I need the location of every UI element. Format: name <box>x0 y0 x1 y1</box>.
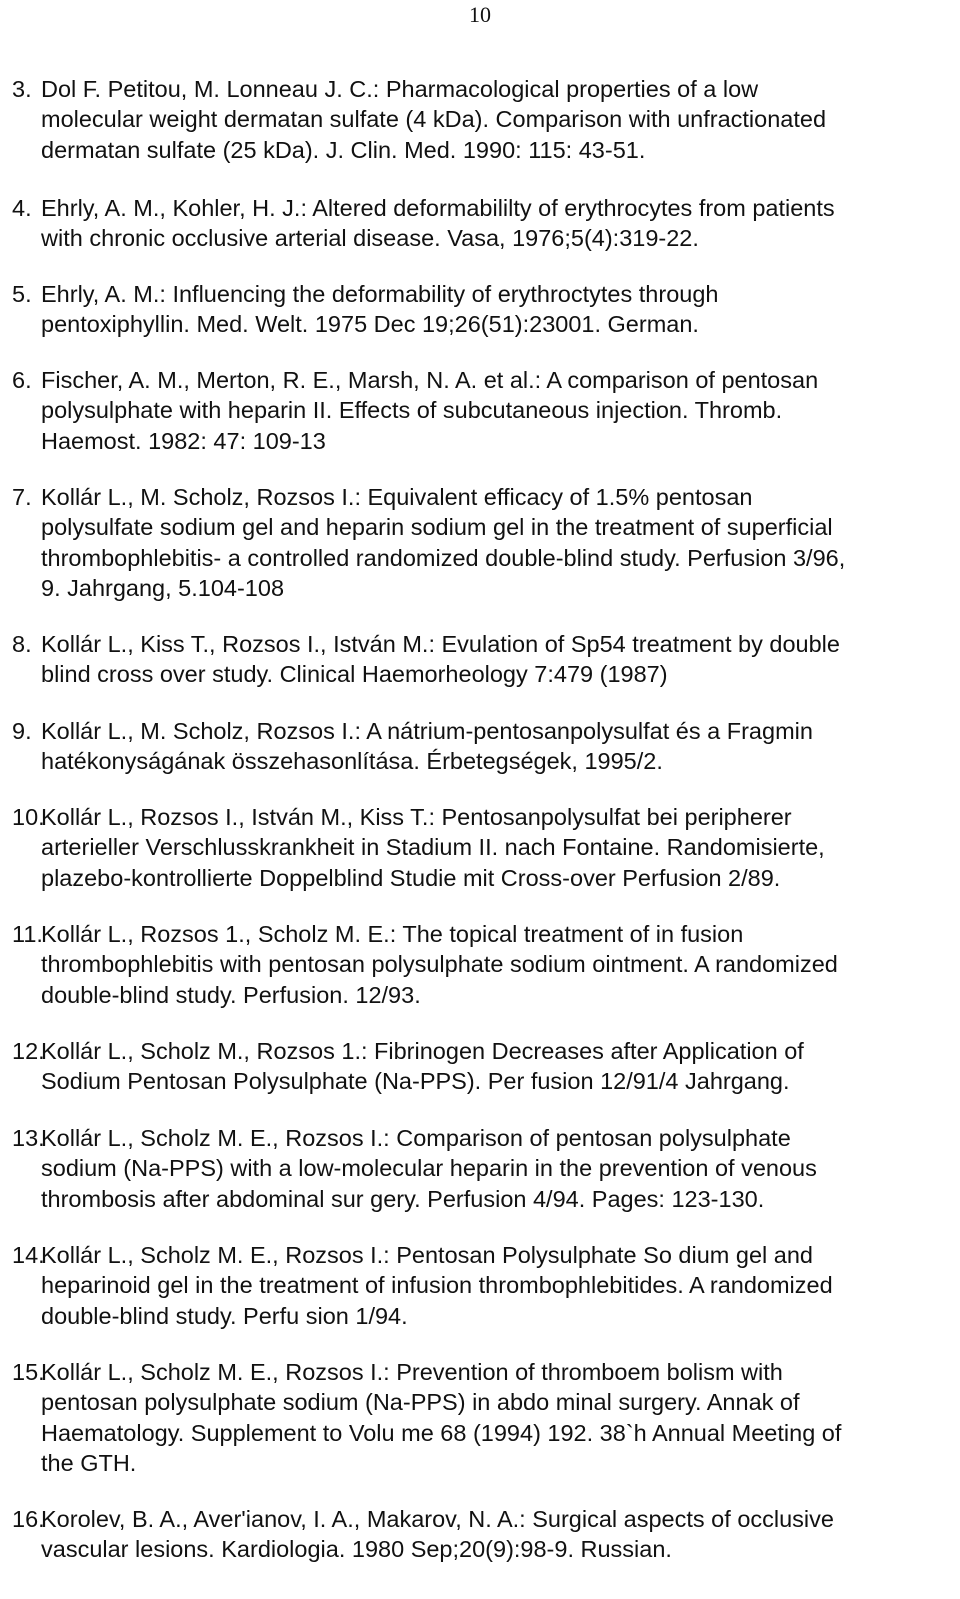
reference-line: molecular weight dermatan sulfate (4 kDa). Comparison with unfractionated <box>41 106 827 133</box>
reference-line: Kollár L., Scholz M., Rozsos 1.: Fibrinogen Decreases after Application of <box>41 1038 804 1064</box>
reference-line: sodium (Na-PPS) with a low-molecular heparin in the prevention of venous <box>41 1155 817 1182</box>
reference-number: 16. <box>12 1506 45 1532</box>
reference-9 <box>12 716 947 777</box>
reference-line: Kollár L., Kiss T., Rozsos I., István M.: Evulation of Sp54 treatment by double <box>41 631 840 657</box>
reference-line: double-blind study. Perfusion. 12/93. <box>41 981 421 1008</box>
reference-line: the GTH. <box>41 1450 137 1477</box>
reference-line: Kollár L., M. Scholz, Rozsos I.: Equivalent efficacy of 1.5% pentosan <box>41 484 753 510</box>
reference-number: 6. <box>12 367 32 393</box>
reference-line: double-blind study. Perfu sion 1/94. <box>41 1302 408 1329</box>
reference-line: 9. Jahrgang, 5.104-108 <box>41 575 285 602</box>
reference-13 <box>12 1123 947 1214</box>
reference-16 <box>12 1504 947 1565</box>
reference-5 <box>12 279 947 340</box>
reference-number: 4. <box>12 195 32 221</box>
reference-number: 15. <box>12 1359 45 1385</box>
page-number: 10 <box>469 2 491 27</box>
reference-line: thrombophlebitis with pentosan polysulphate sodium ointment. A randomized <box>41 951 838 978</box>
reference-number: 8. <box>12 631 32 657</box>
reference-11 <box>12 919 947 1010</box>
reference-number: 7. <box>12 484 32 510</box>
reference-line: thrombosis after abdominal sur gery. Perfusion 4/94. Pages: 123-130. <box>41 1185 765 1212</box>
reference-line: Fischer, A. M., Merton, R. E., Marsh, N. A. et al.: A comparison of pentosan <box>41 367 819 393</box>
reference-line: dermatan sulfate (25 kDa). J. Clin. Med. 1990: 115: 43-51. <box>41 136 646 163</box>
reference-number: 3. <box>12 76 32 102</box>
reference-7 <box>12 482 947 604</box>
reference-4 <box>12 193 947 254</box>
reference-number: 11. <box>12 921 43 947</box>
reference-number: 5. <box>12 281 32 307</box>
reference-line: Dol F. Petitou, M. Lonneau J. C.: Pharmacological properties of a low <box>41 76 759 102</box>
reference-line: Kollár L., Scholz M. E., Rozsos I.: Prevention of thromboem bolism with <box>41 1359 783 1385</box>
reference-line: Ehrly, A. M.: Influencing the deformability of erythroctytes through <box>41 281 719 307</box>
reference-line: plazebo-kontrollierte Doppelblind Studie mit Cross-over Perfusion 2/89. <box>41 864 781 891</box>
reference-line: thrombophlebitis- a controlled randomized double-blind study. Perfusion 3/96, <box>41 544 846 571</box>
reference-line: Sodium Pentosan Polysulphate (Na-PPS). Per fusion 12/91/4 Jahrgang. <box>41 1068 790 1095</box>
reference-line: blind cross over study. Clinical Haemorheology 7:479 (1987) <box>41 661 668 688</box>
reference-line: Kollár L., M. Scholz, Rozsos I.: A nátrium-pentosanpolysulfat és a Fragmin <box>41 718 813 744</box>
reference-12 <box>12 1036 947 1097</box>
reference-line: Kollár L., Scholz M. E., Rozsos I.: Comparison of pentosan polysulphate <box>41 1125 791 1151</box>
reference-10 <box>12 802 947 893</box>
reference-number: 9. <box>12 718 32 744</box>
reference-line: pentosan polysulphate sodium (Na-PPS) in abdo minal surgery. Annak of <box>41 1389 800 1416</box>
reference-line: arterieller Verschlusskrankheit in Stadium II. nach Fontaine. Randomisierte, <box>41 834 825 861</box>
reference-line: Kollár L., Rozsos 1., Scholz M. E.: The topical treatment of in fusion <box>41 921 744 947</box>
reference-line: hatékonyságának összehasonlítása. Érbetegségek, 1995/2. <box>41 748 663 775</box>
reference-line: polysulphate with heparin II. Effects of subcutaneous injection. Thromb. <box>41 397 783 424</box>
reference-8 <box>12 629 947 690</box>
reference-3 <box>12 74 947 165</box>
reference-line: Kollár L., Rozsos I., István M., Kiss T.: Pentosanpolysulfat bei peripherer <box>41 804 792 830</box>
reference-line: pentoxiphyllin. Med. Welt. 1975 Dec 19;26(51):23001. German. <box>41 311 699 338</box>
reference-6 <box>12 365 947 456</box>
reference-number: 14. <box>12 1242 45 1268</box>
reference-15 <box>12 1357 947 1479</box>
reference-line: heparinoid gel in the treatment of infusion thrombophlebitides. A randomized <box>41 1272 833 1299</box>
reference-line: Kollár L., Scholz M. E., Rozsos I.: Pentosan Polysulphate So dium gel and <box>41 1242 813 1268</box>
reference-14 <box>12 1240 947 1331</box>
reference-line: Korolev, B. A., Aver'ianov, I. A., Makarov, N. A.: Surgical aspects of occlusive <box>41 1506 834 1532</box>
reference-line: polysulfate sodium gel and heparin sodium gel in the treatment of superficial <box>41 514 833 541</box>
reference-line: Haematology. Supplement to Volu me 68 (1994) 192. 38`h Annual Meeting of <box>41 1419 842 1446</box>
reference-line: vascular lesions. Kardiologia. 1980 Sep;20(9):98-9. Russian. <box>41 1536 672 1563</box>
reference-line: Haemost. 1982: 47: 109-13 <box>41 427 326 454</box>
reference-number: 10. <box>12 804 45 830</box>
reference-line: Ehrly, A. M., Kohler, H. J.: Altered deformabililty of erythrocytes from patients <box>41 195 835 221</box>
reference-line: with chronic occlusive arterial disease. Vasa, 1976;5(4):319-22. <box>41 225 699 252</box>
reference-number: 12. <box>12 1038 45 1064</box>
reference-number: 13. <box>12 1125 45 1151</box>
